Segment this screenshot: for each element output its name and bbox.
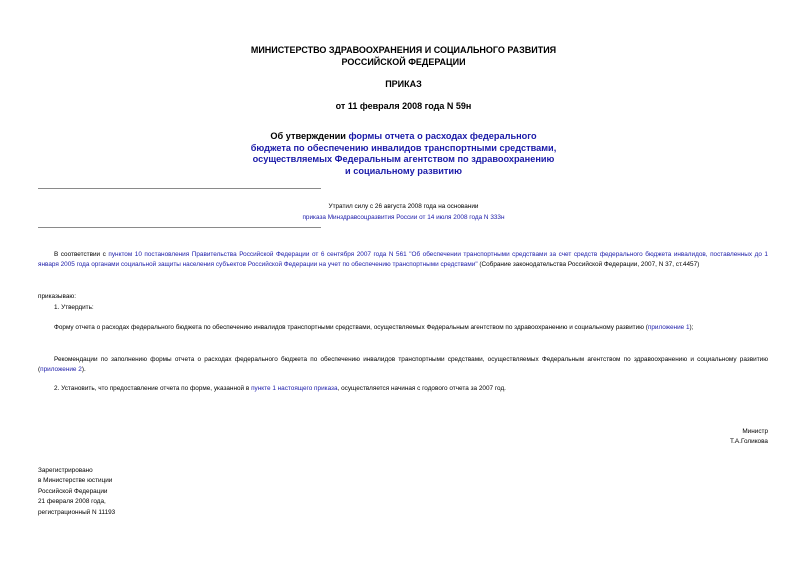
registration-line2: в Министерстве юстиции [38,477,113,485]
recommend-end: ). [81,365,86,373]
form-text: Форму отчета о расходах федерального бюджета по обеспечению инвалидов транспортными средствами, осуществляемых Федеральным агентством по здравоохранению и социальному развитию ( [54,324,648,331]
appendix-2-link[interactable]: приложение 2 [40,365,82,373]
registration-line3: Российской Федерации [38,487,108,495]
document-date-number: от 11 февраля 2008 года N 59н [335,101,472,111]
government-decree-link[interactable]: пунктом 10 постановления Правительства Российской Федерации от 6 сентября 2007 года N 561 "Об обеспечении транспортными средствами за счет средств федерального бюджета инвалидов, поставленных до 1 января 2005 года органами социальной защиты населения субъектов Российской Федерации на учет по обеспечению транспортными средствами" [38,251,768,268]
appendix-1-link[interactable]: приложение 1 [647,324,690,331]
ministry-name-line2: РОССИЙСКОЙ ФЕДЕРАЦИИ [341,57,466,67]
form-end: ); [689,324,694,331]
clause-1-link[interactable]: пункте 1 настоящего приказа [251,385,338,392]
item-2-text: 2. Установить, что предоставление отчета по форме, указанной в [54,385,252,392]
ministry-name-line1: МИНИСТЕРСТВО ЗДРАВООХРАНЕНИЯ И СОЦИАЛЬНОГО РАЗВИТИЯ [250,45,557,55]
status-note-text: Утратил силу с 26 августа 2008 года на основании [328,203,479,210]
order-word: приказываю: [38,293,76,300]
item-2 [38,384,768,394]
registration-line4: 21 февраля 2008 года, [38,498,106,506]
document-title [0,131,807,177]
item-2-end: , осуществляется начиная с годового отчета за 2007 год. [337,385,506,392]
title-prefix: Об утверждении [270,131,349,141]
registration-line1: Зарегистрировано [38,467,93,474]
title-link-line4[interactable]: и социальному развитию [345,165,462,176]
title-link-line1[interactable]: формы отчета о расходах федерального [348,131,537,141]
item-1: 1. Утвердить: [54,304,94,311]
signature-position: Министр [742,428,768,435]
recommend-paragraph [38,355,768,375]
repeal-order-link[interactable]: приказа Минздравсоцразвития России от 14 июля 2008 года N 333н [302,214,505,221]
separator-top [38,188,321,189]
signature-name: Т.А.Голикова [729,438,768,445]
status-note-link-wrap [0,212,807,223]
title-link-line3[interactable]: осуществляемых Федеральным агентством по здравоохранению [252,154,555,164]
separator-bottom [38,227,321,228]
preamble-start: В соответствии с [54,251,109,258]
recommend-text: Рекомендации по заполнению формы отчета о расходах федерального бюджета по обеспечению инвалидов транспортными средствами, осуществляемых Федеральным агентством по здравоохранению и социальному развитию ( [38,356,768,373]
preamble-paragraph [38,250,768,270]
registration-line5: регистрационный N 11193 [38,508,116,516]
form-paragraph [38,323,768,333]
preamble-end: (Собрание законодательства Российской Федерации, 2007, N 37, ст.4457) [477,260,700,268]
title-link-line2[interactable]: бюджета по обеспечению инвалидов транспортными средствами, [250,142,557,153]
registration-block [38,466,238,518]
document-type: ПРИКАЗ [385,79,422,89]
